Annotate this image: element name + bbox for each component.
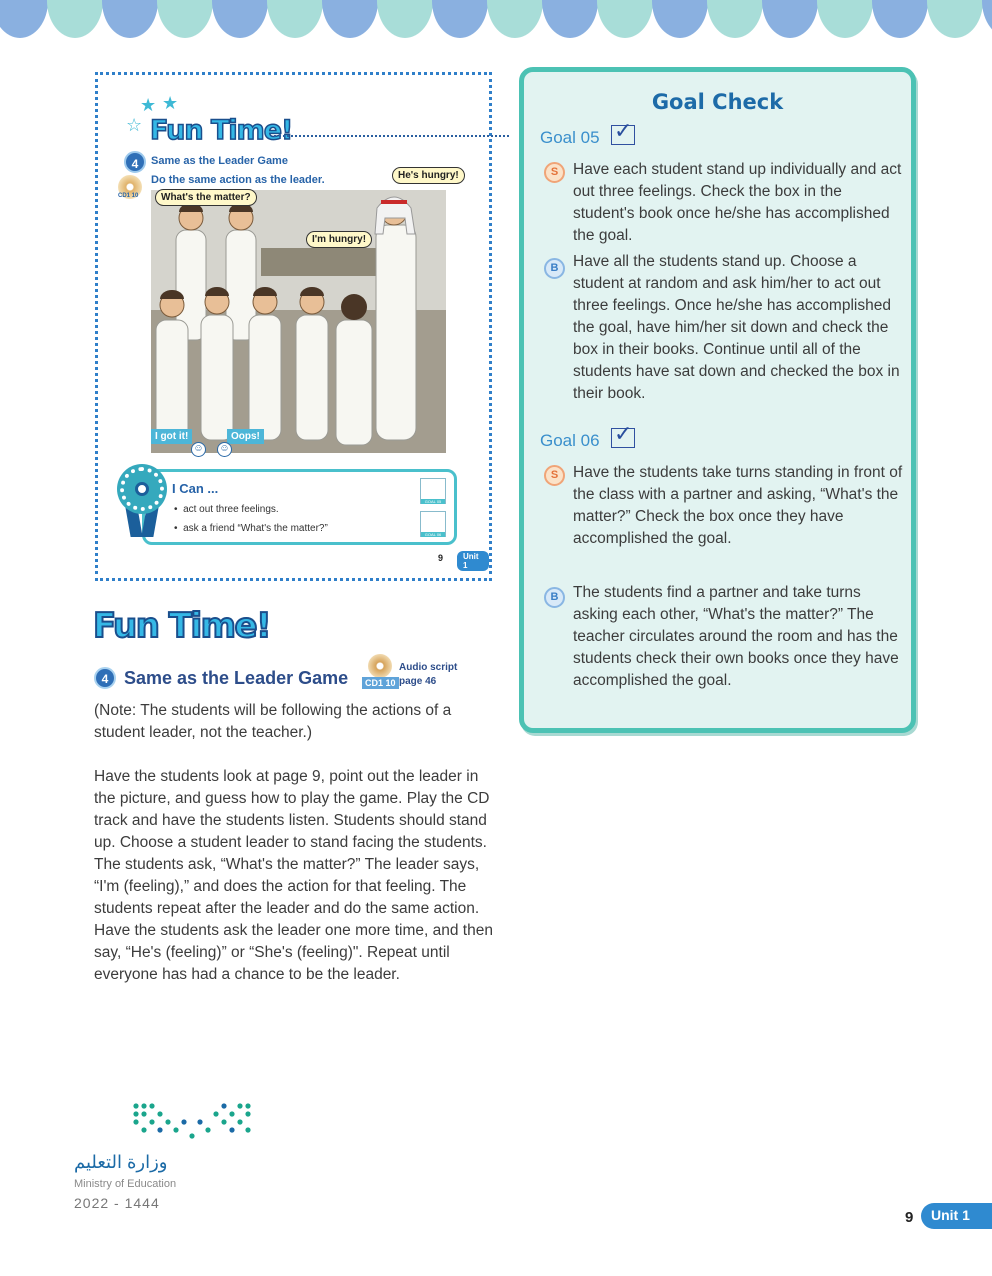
scallop xyxy=(487,0,543,38)
section-title: Fun Time! xyxy=(93,606,271,646)
scallop xyxy=(377,0,433,38)
scallop xyxy=(542,0,598,38)
star-icon: ★ xyxy=(162,93,179,113)
scallop xyxy=(652,0,708,38)
ministry-logo-icon xyxy=(74,1100,254,1145)
thumb-activity-number: 4 xyxy=(124,151,146,173)
scallop xyxy=(432,0,488,38)
speech-bubble: What's the matter? xyxy=(155,189,257,206)
goal-05-standard-text: Have each student stand up individually and act out three feelings. Check the box in the student's book once he/she has accomplished the goal. xyxy=(573,161,902,244)
game-title: Same as the Leader Game xyxy=(124,668,349,688)
speech-bubble: I'm hungry! xyxy=(306,231,372,248)
thumb-unit-tab: Unit 1 xyxy=(457,551,489,571)
got-it-label: I got it! xyxy=(151,429,192,444)
basic-level-icon: B xyxy=(544,258,565,279)
smile-icon: ☺ xyxy=(191,442,206,457)
checkbox-icon xyxy=(611,125,635,145)
i-can-item: • act out three feelings. xyxy=(174,504,279,515)
smile-icon: ☺ xyxy=(217,442,232,457)
cd-track-label: CD1 10 xyxy=(362,677,399,689)
top-scallop-border xyxy=(0,0,992,40)
goal-06-label: Goal 06 xyxy=(540,431,600,450)
star-icon: ★ xyxy=(140,95,157,115)
thumb-cd-label: CD1 10 xyxy=(118,193,139,199)
activity-number: 4 xyxy=(94,667,116,689)
thumb-game-title: Same as the Leader Game xyxy=(151,155,288,167)
student-page-thumbnail xyxy=(95,72,492,581)
scallop xyxy=(762,0,818,38)
scallop xyxy=(0,0,48,38)
ribbon-tail xyxy=(125,507,142,537)
thumb-page-number: 9 xyxy=(438,553,444,563)
scallop xyxy=(817,0,873,38)
scallop xyxy=(267,0,323,38)
scallop xyxy=(927,0,983,38)
students-illustration xyxy=(151,190,446,453)
star-icon: ☆ xyxy=(126,115,143,135)
logo-arabic-text: وزارة التعليم xyxy=(74,1152,168,1172)
logo-english-text: Ministry of Education xyxy=(74,1178,177,1190)
scallop xyxy=(707,0,763,38)
goal-05-basic-text: Have all the students stand up. Choose a student at random and ask him/her to act out three feelings. Once he/she has accomplished the goal, have him/her sit down and check the box in their books. Continue until all of the students have sat down and checked the box in their book. xyxy=(573,253,900,402)
scallop xyxy=(102,0,158,38)
award-rosette-icon xyxy=(120,467,164,511)
ministry-logo xyxy=(74,1100,274,1220)
goal-06-standard-text: Have the students take turns standing in front of the class with a partner and asking, “What's the matter?” Check the box once they have accomplished the goal. xyxy=(573,464,903,547)
cd-icon xyxy=(364,654,394,678)
thumb-instruction: Do the same action as the leader. xyxy=(151,174,325,186)
goal-checkbox: GOAL 05 xyxy=(420,478,446,504)
goal-06-basic-text: The students find a partner and take turns asking each other, “What's the matter?” The teacher circulates around the room and has the students check their own books once they have accomplished the goal. xyxy=(573,584,899,689)
scallop xyxy=(872,0,928,38)
checkbox-icon xyxy=(611,428,635,448)
speech-bubble: He's hungry! xyxy=(392,167,465,184)
audio-script-ref: Audio script page 46 xyxy=(399,662,458,687)
goal-check-title: Goal Check xyxy=(651,90,784,114)
goal-checkbox: GOAL 06 xyxy=(420,511,446,537)
standard-level-icon: S xyxy=(544,465,565,486)
unit-tab: Unit 1 xyxy=(921,1203,992,1229)
scallop xyxy=(47,0,103,38)
standard-level-icon: S xyxy=(544,162,565,183)
oops-label: Oops! xyxy=(227,429,264,444)
goal-05-label: Goal 05 xyxy=(540,128,600,147)
scallop xyxy=(982,0,992,38)
page-number: 9 xyxy=(905,1209,914,1226)
scallop xyxy=(597,0,653,38)
scallop xyxy=(212,0,268,38)
illustration-students xyxy=(151,190,446,453)
basic-level-icon: B xyxy=(544,587,565,608)
logo-year: 2022 - 1444 xyxy=(74,1195,160,1211)
goal-check-panel xyxy=(519,67,916,733)
thumb-title: Fun Time! xyxy=(150,115,293,146)
scallop xyxy=(157,0,213,38)
note-paragraph: (Note: The students will be following the actions of a student leader, not the teacher.) xyxy=(94,702,452,741)
i-can-box xyxy=(142,469,457,545)
scallop xyxy=(322,0,378,38)
i-can-title: I Can ... xyxy=(172,481,219,496)
i-can-item: • ask a friend “What's the matter?” xyxy=(174,523,328,534)
instructions-paragraph: Have the students look at page 9, point out the leader in the picture, and guess how to play the game. Play the CD track and have the students listen. Students should stand up. Choose a student leader to stand facing the students. The students ask, “What's the matter?” The leader says, “I'm (feeling),” and does the action for that feeling. The students repeat after the leader and do the same action. Have the students ask the leader one more time, and then say, “He's (feeling)” or “She's (feeling)". Repeat until everyone has had a chance to be the leader. xyxy=(94,768,493,983)
